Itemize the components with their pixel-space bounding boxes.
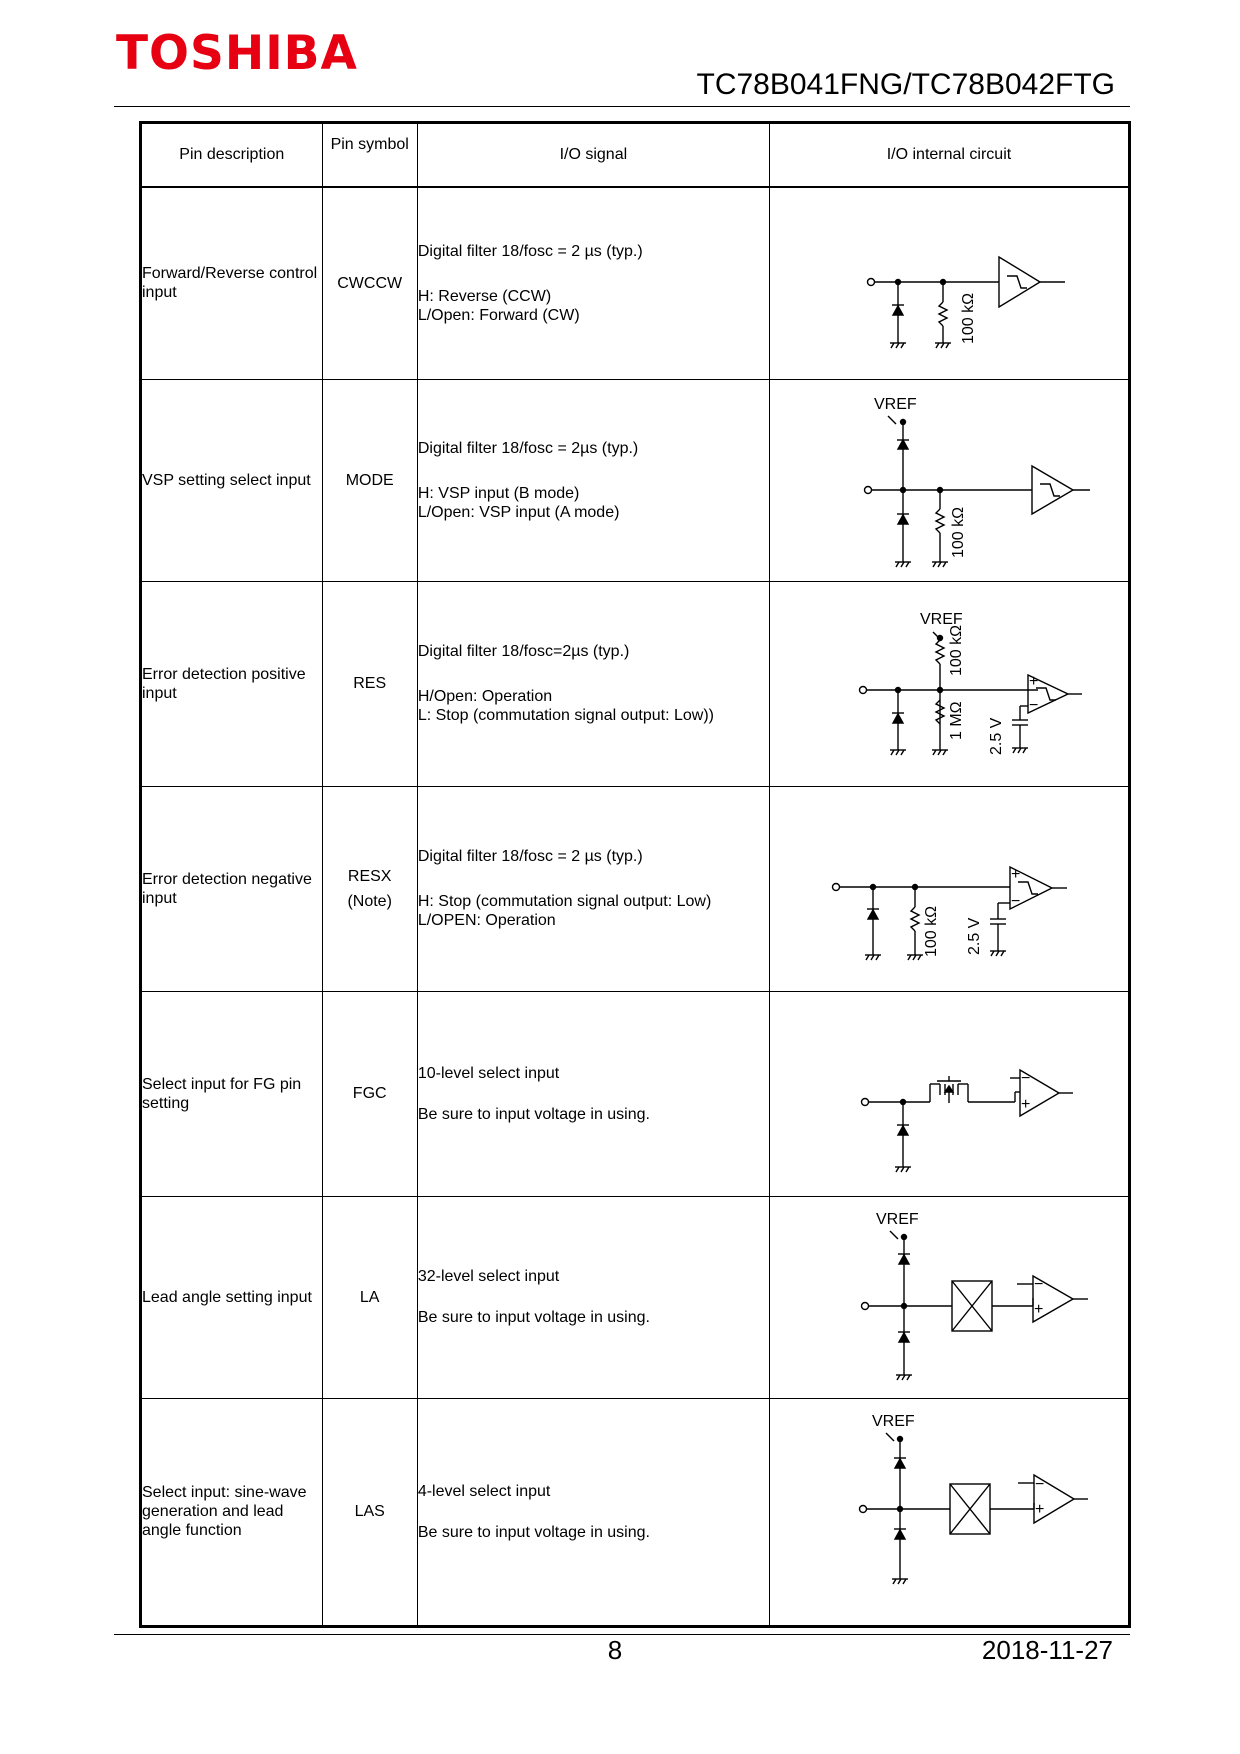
signal-line: L: Stop (commutation signal output: Low)) [417,707,714,724]
io-signal [417,379,769,581]
signal-line: 32-level select input [417,1268,560,1285]
signal-line: 10-level select input [417,1064,560,1082]
pin-description: Forward/Reverse control input [141,187,323,379]
pin-symbol-text: FGC [352,1085,387,1102]
resistor-label: 1 MΩ [947,700,965,740]
signal-line: Be sure to input voltage in using. [417,1523,650,1541]
table-row [141,1398,1130,1626]
svg-text:−: − [1028,696,1039,714]
pin-description: VSP setting select input [141,379,323,581]
io-circuit [769,187,1129,379]
io-signal [417,1398,769,1626]
pin-description: Lead angle setting input [141,1196,323,1398]
signal-line: Be sure to input voltage in using. [417,1309,650,1326]
pin-symbol [322,379,417,581]
resistor-label: 100 kΩ [947,624,965,676]
pin-symbol [322,581,417,786]
signal-line: Digital filter 18/fosc = 2 µs (typ.) [417,242,643,260]
pin-symbol [322,991,417,1196]
io-circuit [769,1196,1129,1398]
pin-symbol [322,187,417,379]
table-row [141,187,1130,379]
page-number: 8 [607,1635,623,1665]
pin-description: Error detection negative input [141,786,323,991]
pin-symbol-text: MODE [345,471,394,489]
pin-table [139,121,1131,1628]
circuit-diagram [770,787,1129,990]
header-io-internal-circuit: I/O internal circuit [769,123,1129,188]
voltage-label: 2.5 V [965,917,983,955]
signal-line: H: Stop (commutation signal output: Low) [417,893,712,910]
pin-description: Select input: sine-wave generation and lead angle function [141,1398,323,1626]
vref-label: VREF [873,395,917,413]
vref-label: VREF [875,1210,919,1228]
circuit-diagram [770,380,1129,580]
table-row [141,379,1130,581]
io-signal [417,786,769,991]
table-row [141,991,1130,1196]
signal-line: 4-level select input [417,1482,551,1500]
signal-line: H/Open: Operation [417,688,553,705]
svg-text:+: + [1033,1300,1044,1318]
pin-symbol [322,1196,417,1398]
pin-description: Error detection positive input [141,581,323,786]
pin-symbol-text: RESX [347,867,392,885]
io-circuit [769,991,1129,1196]
io-circuit [769,379,1129,581]
io-signal [417,1196,769,1398]
pin-symbol [322,786,417,991]
svg-text:+: + [1010,865,1021,883]
io-signal [417,581,769,786]
io-circuit [769,786,1129,991]
signal-line: L/Open: VSP input (A mode) [417,503,620,521]
signal-line: Digital filter 18/fosc = 2µs (typ.) [417,439,639,457]
resistor-label: 100 kΩ [949,506,967,558]
resistor-label: 100 kΩ [959,292,977,344]
io-circuit [769,581,1129,786]
circuit-diagram [770,1399,1129,1625]
pin-symbol-text: CWCCW [337,274,403,292]
svg-text:−: − [1020,1069,1031,1087]
svg-text:+: + [1020,1095,1031,1113]
pin-symbol-text: RES [353,675,387,692]
header-pin-symbol: Pin symbol [322,123,417,188]
signal-line: H: VSP input (B mode) [417,484,580,502]
pin-description: Select input for FG pin setting [141,991,323,1196]
svg-text:−: − [1033,1275,1044,1293]
voltage-label: 2.5 V [987,717,1005,755]
vref-label: VREF [919,610,963,628]
table-row [141,1196,1130,1398]
pin-symbol-text: LA [359,1288,380,1306]
table-header-row [141,123,1130,188]
toshiba-logo: TOSHIBA [116,26,358,81]
signal-line: H: Reverse (CCW) [417,287,552,305]
circuit-diagram [770,582,1129,785]
document-date: 2018-11-27 [981,1635,1113,1665]
vref-label: VREF [871,1412,915,1430]
resistor-label: 100 kΩ [922,905,940,957]
header-pin-description: Pin description [141,123,323,188]
pin-symbol-note: (Note) [347,892,392,910]
signal-line: L/Open: Forward (CW) [417,306,580,324]
svg-text:−: − [1034,1475,1045,1493]
signal-line: Digital filter 18/fosc=2µs (typ.) [417,643,630,660]
circuit-diagram [770,1197,1129,1397]
circuit-diagram [770,992,1129,1195]
svg-text:+: + [1034,1500,1045,1518]
io-signal [417,187,769,379]
io-signal [417,991,769,1196]
header-rule [114,106,1130,107]
header-io-signal: I/O signal [417,123,769,188]
table-row [141,786,1130,991]
svg-text:−: − [1010,892,1021,910]
signal-line: Digital filter 18/fosc = 2 µs (typ.) [417,848,643,865]
signal-line: L/OPEN: Operation [417,912,556,929]
circuit-diagram [770,188,1129,378]
svg-text:+: + [1028,672,1039,690]
pin-symbol [322,1398,417,1626]
pin-symbol-text: LAS [354,1503,385,1520]
signal-line: Be sure to input voltage in using. [417,1105,650,1123]
document-id: TC78B041FNG/TC78B042FTG [696,68,1115,101]
table-row [141,581,1130,786]
io-circuit [769,1398,1129,1626]
